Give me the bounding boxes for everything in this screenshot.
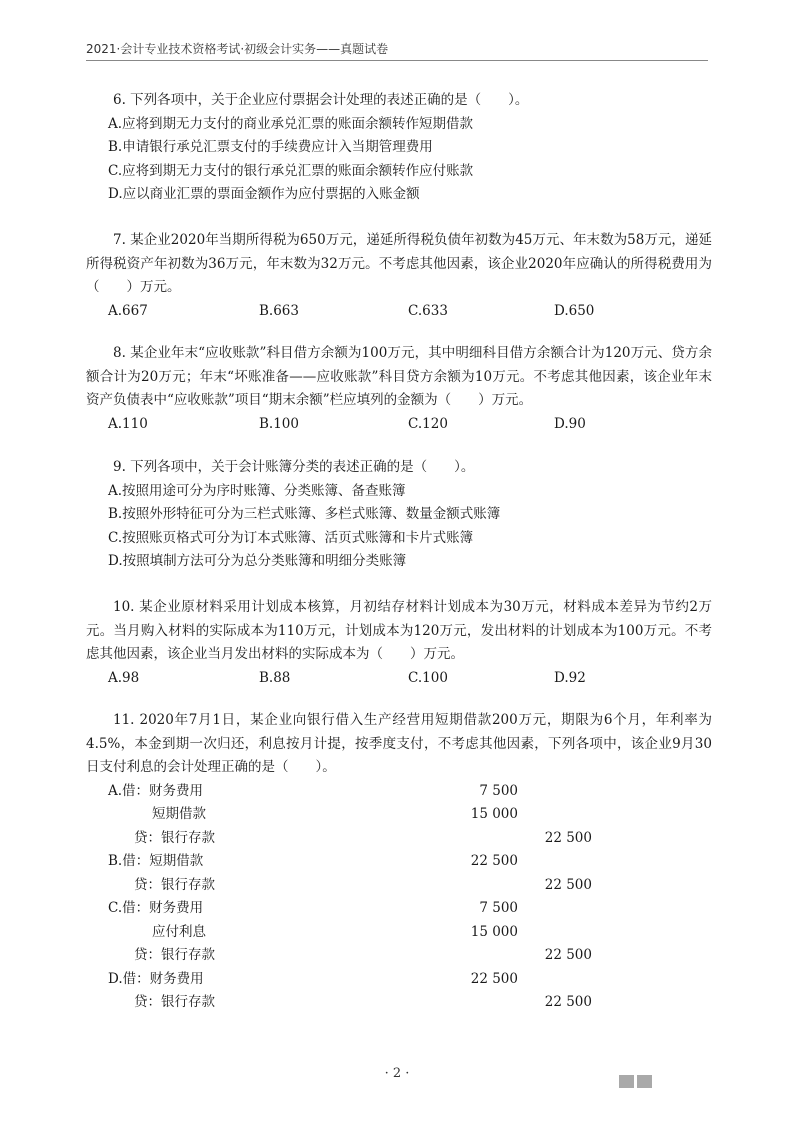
entry-debit: 22 500 [470,970,518,987]
running-header: 2021·会计专业技术资格考试·初级会计实务——真题试卷 [86,42,389,56]
entry-account: 贷：银行存款 [134,947,215,963]
choice-d: D.650 [554,302,595,319]
question-stem: 8. 某企业年末“应收账款”科目借方余额为100万元，其中明细科目借方余额合计为120万元、贷方余额合计为20万元；年末“坏账准备——应收账款”科目贷方余额为10万元。不考虑其他因素，该企业年末资产负债表中“应收账款”项目“期末余额”栏应填列的金额为（ ）万元。 [86,345,712,408]
journal-line [86,874,712,898]
entry-account: 短期借款 [152,806,206,822]
entry-account: 贷：银行存款 [134,829,215,846]
journal-line [86,780,712,804]
entry-credit: 22 500 [544,947,592,963]
option-d: D.按照填制方法可分为总分类账簿和明细分类账簿 [108,553,407,569]
question-stem: 10. 某企业原材料采用计划成本核算，月初结存材料计划成本为30万元，材料成本差异为节约2万元。当月购入材料的实际成本为110万元，计划成本为120万元，发出材料的计划成本为100万元。不考虑其他因素，该企业当月发出材料的实际成本为（ ）万元。 [86,599,712,662]
corner-mark [637,1075,652,1088]
question-stem: 11. 2020年7月1日，某企业向银行借入生产经营用短期借款200万元，期限为6个月，年利率为4.5%，本金到期一次归还，利息按月计提，按季度支付，不考虑其他因素，下列各项中，该企业9月30日支付利息的会计处理正确的是（ ）。 [86,712,712,775]
option-d: D.应以商业汇票的票面金额作为应付票据的入账金额 [108,186,420,202]
entry-account: B.借：短期借款 [108,853,204,869]
choice-c: C.100 [408,669,448,686]
entry-debit: 15 000 [470,806,518,822]
journal-line [86,991,712,1015]
page-number: · 2 · [384,1066,410,1081]
entry-account: C.借：财务费用 [108,900,204,916]
choice-b: B.100 [259,415,299,432]
entry-account: A.借：财务费用 [108,782,204,799]
choices-row [86,667,712,691]
entry-credit: 22 500 [544,829,592,846]
entry-account: 应付利息 [152,923,206,940]
journal-line [86,944,712,968]
journal-line [86,968,712,992]
question-11 [86,709,712,1015]
option-c: C.按照账页格式可分为订本式账簿、活页式账簿和卡片式账簿 [108,529,474,546]
journal-line [86,850,712,874]
entry-debit: 7 500 [479,900,518,916]
choice-b: B.663 [259,302,299,319]
question-8 [86,342,712,436]
choice-a: A.110 [108,415,148,432]
choices-row [86,413,712,437]
option-a: A.应将到期无力支付的商业承兑汇票的账面余额转作短期借款 [108,115,474,132]
question-10 [86,596,712,690]
option-a: A.按照用途可分为序时账簿、分类账簿、备查账簿 [108,482,406,499]
entry-debit: 15 000 [470,923,518,940]
entry-account: 贷：银行存款 [134,994,215,1010]
question-stem: 7. 某企业2020年当期所得税为650万元，递延所得税负债年初数为45万元、年末数为58万元，递延所得税资产年初数为36万元，年末数为32万元。不考虑其他因素，该企业2020年应确认的所得税费用为（ ）万元。 [86,232,712,295]
journal-line [86,921,712,945]
entry-debit: 22 500 [470,853,518,869]
entry-credit: 22 500 [544,994,592,1010]
entry-account: 贷：银行存款 [134,876,215,893]
option-c: C.应将到期无力支付的银行承兑汇票的账面余额转作应付账款 [108,162,474,179]
question-stem: 9. 下列各项中，关于会计账簿分类的表述正确的是（ ）。 [113,459,475,475]
journal-line [86,897,712,921]
choice-c: C.120 [408,415,448,432]
corner-mark [619,1075,634,1088]
journal-line [86,803,712,827]
question-7 [86,229,712,323]
option-b: B.按照外形特征可分为三栏式账簿、多栏式账簿、数量金额式账簿 [108,506,501,522]
entry-debit: 7 500 [479,782,518,799]
question-stem: 6. 下列各项中，关于企业应付票据会计处理的表述正确的是（ ）。 [113,92,529,108]
choice-d: D.90 [554,415,586,432]
choice-a: A.98 [108,669,140,686]
journal-line [86,827,712,851]
entry-account: D.借：财务费用 [108,970,204,987]
choice-d: D.92 [554,669,586,686]
question-6 [86,89,712,207]
choice-b: B.88 [259,669,291,686]
choice-a: A.667 [108,302,148,319]
choice-c: C.633 [408,302,448,319]
entry-credit: 22 500 [544,876,592,893]
option-b: B.申请银行承兑汇票支付的手续费应计入当期管理费用 [108,139,433,155]
header-rule [86,60,708,61]
choices-row [86,300,712,324]
question-9 [86,456,712,574]
